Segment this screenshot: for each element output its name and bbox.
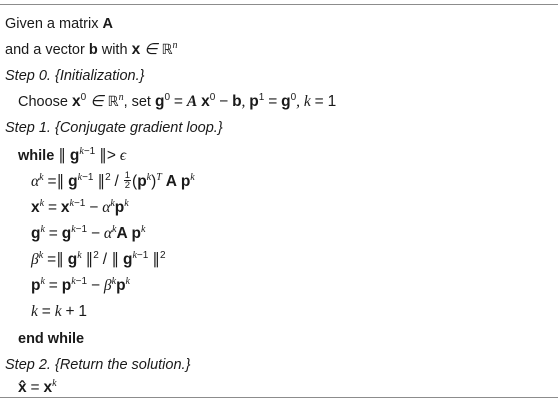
matrix-symbol: A [102,16,113,32]
top-rule [0,4,558,5]
with-text: with [101,42,128,58]
bottom-rule [0,397,558,398]
x0-formula: $x^0$ ∈ ℝ$^n$ [72,92,124,110]
p-update-line [31,276,130,296]
step1-heading: Step 1. {Conjugate gradient loop.} [5,120,223,136]
beta-formula: $\beta^k$ =∥ $g^k$ ∥$^2$ / ∥ $g^{k-1}$ ∥$^2$ [31,250,166,268]
alpha-line [31,169,195,192]
initialization-line [18,92,336,112]
vector-symbol: b [88,42,98,58]
g-update-line [31,224,145,244]
set-text: , set [123,94,151,110]
while-keyword: while [18,148,55,164]
while-line [18,146,126,166]
step0-heading: Step 0. {Initialization.} [5,68,145,84]
choose-text: Choose [18,94,68,110]
k-increment-line [31,302,87,322]
beta-line [31,250,166,270]
given-text: Given a matrix [5,16,99,32]
p-update-formula: $p^k = p^{k-1} - \beta^kp^k$ [31,276,130,294]
step2-heading: Step 2. {Return the solution.} [5,357,191,373]
vector-text: and a vector [5,42,85,58]
x-in-rn-formula: x ∈ ℝ$^n$ [131,40,178,58]
one-half-fraction: $\frac{1}{2}$ [124,169,131,191]
solution-line [18,378,57,398]
x-update-formula: $x^k = x^{k-1} - \alpha^kp^k$ [31,198,129,216]
solution-formula: x̂ = $x^k$ [18,378,57,396]
while-condition-formula: ∥ $g^{k-1}$ ∥> ϵ [58,146,127,164]
given-vector-line [5,40,178,60]
x-update-line [31,198,129,218]
given-matrix-line [5,14,113,34]
init-formula: $g^0 = A$ $x^0 - b$, $p^1 = g^0$, k = 1 [155,92,337,110]
end-while-keyword: end while [18,331,85,347]
alpha-formula: $\alpha^k$ =∥ $g^{k-1}$ ∥$^2$ / $\frac{1}{2}$ $(p^k)^T$ A $p^k$ [31,169,195,191]
k-increment-formula: k = k + 1 [31,303,88,320]
g-update-formula: $g^k = g^{k-1} - \alpha^kA$ $p^k$ [31,224,146,242]
